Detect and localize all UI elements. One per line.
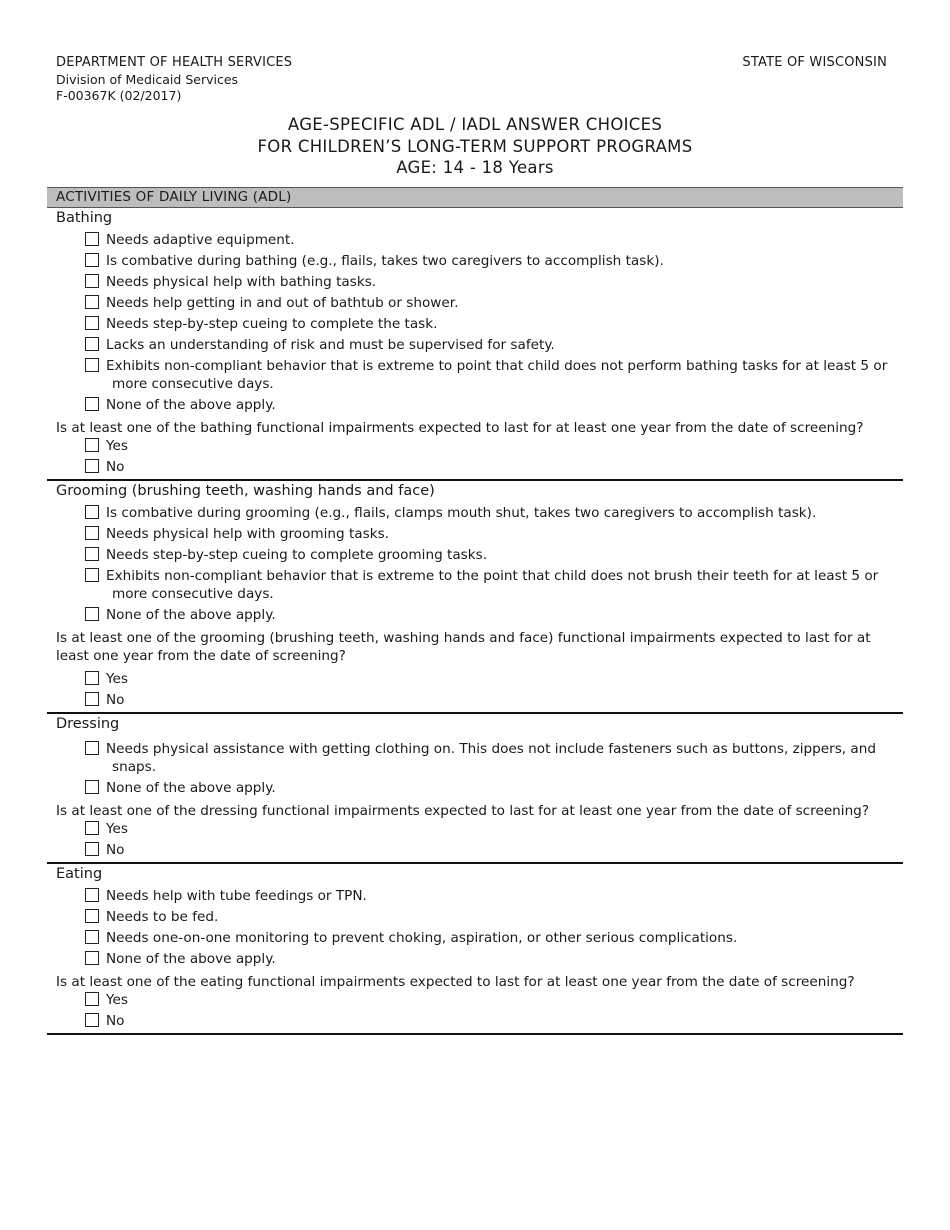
checkbox-no[interactable] — [85, 459, 99, 473]
option-row — [47, 315, 903, 333]
option-row — [47, 273, 903, 291]
option-label: Needs physical help with grooming tasks. — [106, 526, 389, 542]
bathing-section — [47, 208, 903, 481]
checkbox[interactable] — [85, 951, 99, 965]
eating-section — [47, 864, 903, 1035]
option-row — [47, 357, 903, 393]
answer-label: Yes — [106, 992, 128, 1008]
checkbox[interactable] — [85, 397, 99, 411]
option-row — [47, 887, 903, 905]
answer-yes-row — [47, 670, 903, 688]
option-label: Needs adaptive equipment. — [106, 232, 295, 248]
checkbox[interactable] — [85, 316, 99, 330]
checkbox-no[interactable] — [85, 842, 99, 856]
option-row — [47, 525, 903, 543]
checkbox[interactable] — [85, 909, 99, 923]
section-title-eating: Eating — [56, 866, 103, 882]
checkbox-no[interactable] — [85, 1013, 99, 1027]
checkbox[interactable] — [85, 232, 99, 246]
department-name: DEPARTMENT OF HEALTH SERVICES — [56, 55, 293, 70]
state-name: STATE OF WISCONSIN — [742, 55, 887, 70]
duration-question-grooming — [47, 629, 903, 665]
checkbox-yes[interactable] — [85, 671, 99, 685]
title-line-2: FOR CHILDREN’S LONG-TERM SUPPORT PROGRAMS — [257, 136, 693, 156]
checkbox-yes[interactable] — [85, 821, 99, 835]
answer-no-row — [47, 1012, 903, 1030]
answer-yes-row — [47, 437, 903, 455]
answer-label: No — [106, 1013, 125, 1029]
option-label: Needs help getting in and out of bathtub or shower. — [106, 295, 459, 311]
answer-label: No — [106, 692, 125, 708]
division-name: Division of Medicaid Services — [56, 71, 239, 87]
answer-label: Yes — [106, 821, 128, 837]
checkbox[interactable] — [85, 547, 99, 561]
option-label: None of the above apply. — [106, 951, 276, 967]
option-label-continued: more consecutive days. — [112, 586, 274, 602]
answer-no-row — [47, 841, 903, 859]
checkbox-no[interactable] — [85, 692, 99, 706]
dressing-section — [47, 714, 903, 864]
option-row — [47, 231, 903, 249]
option-row — [47, 929, 903, 947]
option-label-continued: snaps. — [112, 759, 157, 775]
option-label: Needs step-by-step cueing to complete grooming tasks. — [106, 547, 488, 563]
option-label: Is combative during grooming (e.g., flails, clamps mouth shut, takes two caregivers to accomplish task). — [106, 505, 817, 521]
answer-label: Yes — [106, 438, 128, 454]
question-line-2: least one year from the date of screening? — [56, 648, 346, 664]
option-label: Needs physical assistance with getting clothing on. This does not include fasteners such as buttons, zippers, and — [106, 741, 877, 757]
option-label: Needs one-on-one monitoring to prevent choking, aspiration, or other serious complications. — [106, 930, 738, 946]
option-row — [47, 396, 903, 414]
question-line-1: Is at least one of the grooming (brushing teeth, washing hands and face) functional impairments expected to last for at — [56, 630, 871, 646]
option-row — [47, 546, 903, 564]
checkbox[interactable] — [85, 888, 99, 902]
option-label: Needs help with tube feedings or TPN. — [106, 888, 367, 904]
checkbox[interactable] — [85, 780, 99, 794]
option-label: Needs to be fed. — [106, 909, 219, 925]
option-row — [47, 252, 903, 270]
form-title — [0, 114, 950, 179]
option-row — [47, 336, 903, 354]
title-line-1: AGE-SPECIFIC ADL / IADL ANSWER CHOICES — [287, 115, 663, 134]
checkbox[interactable] — [85, 607, 99, 621]
answer-label: No — [106, 842, 125, 858]
answer-yes-row — [47, 820, 903, 838]
option-label: Exhibits non-compliant behavior that is extreme to point that child does not perform bathing tasks for at least 5 or — [106, 358, 888, 374]
option-label: Needs physical help with bathing tasks. — [106, 274, 377, 290]
checkbox[interactable] — [85, 295, 99, 309]
option-label: Lacks an understanding of risk and must be supervised for safety. — [106, 337, 555, 353]
form-header-left — [56, 55, 292, 105]
checkbox-yes[interactable] — [85, 992, 99, 1006]
checkbox[interactable] — [85, 358, 99, 372]
option-row — [47, 779, 903, 797]
adl-section-header: ACTIVITIES OF DAILY LIVING (ADL) — [47, 187, 903, 208]
grooming-section — [47, 481, 903, 714]
option-row — [47, 294, 903, 312]
checkbox[interactable] — [85, 930, 99, 944]
section-title-grooming: Grooming (brushing teeth, washing hands and face) — [56, 483, 435, 499]
option-label: None of the above apply. — [106, 607, 276, 623]
duration-question-eating: Is at least one of the eating functional impairments expected to last for at least one year from the date of screening? — [56, 974, 855, 990]
checkbox[interactable] — [85, 337, 99, 351]
checkbox[interactable] — [85, 505, 99, 519]
option-row — [47, 606, 903, 624]
option-row — [47, 950, 903, 968]
option-label-continued: more consecutive days. — [112, 376, 274, 392]
checkbox[interactable] — [85, 741, 99, 755]
option-label: None of the above apply. — [106, 780, 276, 796]
duration-question-dressing: Is at least one of the dressing functional impairments expected to last for at least one year from the date of screening? — [56, 803, 870, 819]
form-number: F-00367K (02/2017) — [56, 88, 182, 103]
option-label: Needs step-by-step cueing to complete the task. — [106, 316, 438, 332]
option-row — [47, 908, 903, 926]
answer-label: No — [106, 459, 125, 475]
checkbox[interactable] — [85, 253, 99, 267]
checkbox[interactable] — [85, 274, 99, 288]
checkbox-yes[interactable] — [85, 438, 99, 452]
checkbox[interactable] — [85, 568, 99, 582]
option-row — [47, 740, 903, 776]
adl-form — [47, 187, 903, 1035]
answer-yes-row — [47, 991, 903, 1009]
answer-no-row — [47, 458, 903, 476]
answer-label: Yes — [106, 671, 128, 687]
checkbox[interactable] — [85, 526, 99, 540]
option-label: Is combative during bathing (e.g., flails, takes two caregivers to accomplish task). — [106, 253, 664, 269]
option-row — [47, 504, 903, 522]
option-label: None of the above apply. — [106, 397, 276, 413]
option-label: Exhibits non-compliant behavior that is extreme to the point that child does not brush their teeth for at least 5 or — [106, 568, 879, 584]
answer-no-row — [47, 691, 903, 709]
option-row — [47, 567, 903, 603]
section-title-dressing: Dressing — [56, 716, 120, 732]
duration-question-bathing: Is at least one of the bathing functional impairments expected to last for at least one year from the date of screening? — [56, 420, 864, 436]
title-line-3: AGE: 14 - 18 Years — [396, 158, 554, 177]
section-title-bathing: Bathing — [56, 210, 113, 226]
